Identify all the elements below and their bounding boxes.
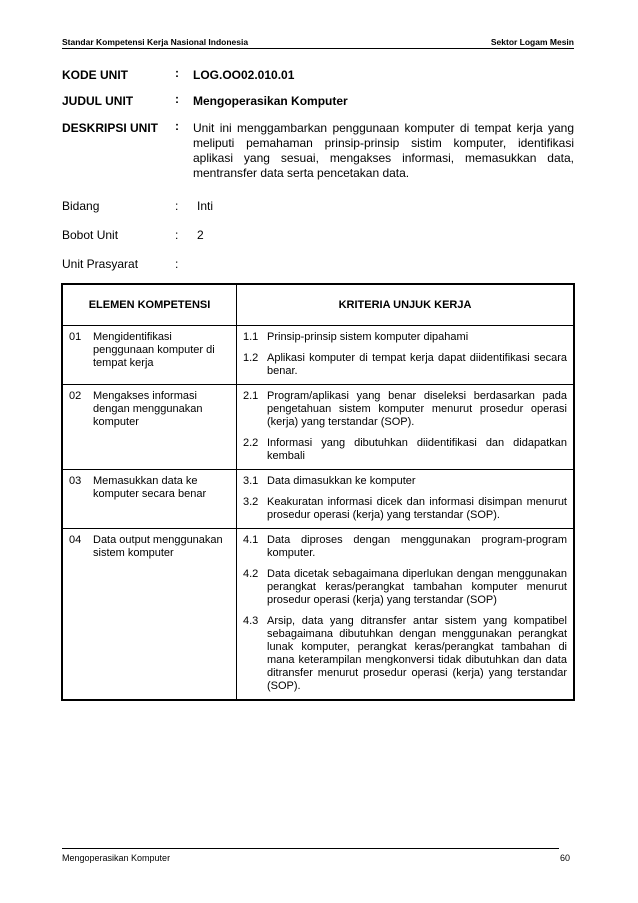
col-kriteria-header: KRITERIA UNJUK KERJA (237, 284, 575, 326)
kriteria-cell (237, 326, 575, 385)
bobot-value: 2 (197, 228, 204, 242)
kriteria-number: 4.2 (243, 568, 259, 580)
elemen-cell (62, 385, 237, 470)
kriteria-number: 1.1 (243, 331, 259, 343)
page-number: 60 (560, 853, 571, 863)
kriteria-item (243, 331, 567, 344)
header-rule (62, 48, 574, 49)
bobot-label: Bobot Unit (62, 228, 119, 242)
kriteria-item (243, 568, 567, 607)
elemen-number: 02 (69, 390, 82, 402)
deskripsi-unit-label: DESKRIPSI UNIT (62, 121, 159, 135)
kode-unit-label: KODE UNIT (62, 68, 128, 82)
kriteria-number: 4.3 (243, 615, 259, 627)
col-elemen-header: ELEMEN KOMPETENSI (62, 284, 237, 326)
prasyarat-label: Unit Prasyarat (62, 257, 139, 271)
kriteria-text: Arsip, data yang ditransfer antar sistem yang kompatibel sebagaimana dibutuhkan dengan menggunakan perangkat lunak komputer, perangkat keras/perangkat tambahan di mana keterampilan mengkonversi tidak dibutuhkan dan data ditransfer menurut prosedur operasi (kerja) yang terstandar (SOP). (267, 615, 567, 692)
bobot-row: Bobot Unit : 2 (62, 228, 574, 244)
table-row (62, 326, 574, 385)
elemen-text: Data output menggunakan sistem komputer (93, 534, 223, 559)
kode-unit-row: KODE UNIT : LOG.OO02.010.01 (62, 68, 574, 84)
elemen-text: Mengidentifikasi penggunaan komputer di tempat kerja (93, 331, 215, 369)
kriteria-item (243, 475, 567, 488)
kompetensi-table (61, 283, 575, 701)
kriteria-number: 2.1 (243, 390, 259, 402)
deskripsi-unit-row: DESKRIPSI UNIT : Unit ini menggambarkan penggunaan komputer di tempat kerja yang meliputi pemahaman prinsip-prinsip sistim komputer, identifikasi aplikasi yang sesuai, mengakses informasi, memasukkan data, mentransfer data serta pencetakan data. (62, 119, 574, 180)
kriteria-text: Aplikasi komputer di tempat kerja dapat diidentifikasi secara benar. (267, 352, 567, 377)
elemen-text: Mengakses informasi dengan menggunakan komputer (93, 390, 203, 428)
kriteria-text: Prinsip-prinsip sistem komputer dipahami (267, 331, 469, 343)
kriteria-number: 4.1 (243, 534, 259, 546)
kriteria-text: Keakuratan informasi dicek dan informasi disimpan menurut prosedur operasi (kerja) yang terstandar (SOP). (267, 496, 567, 521)
kriteria-text: Program/aplikasi yang benar diseleksi berdasarkan pada pengetahuan sistem komputer menurut prosedur operasi (kerja) yang terstandar (SOP). (267, 390, 567, 428)
kriteria-item (243, 534, 567, 560)
bidang-row: Bidang : Inti (62, 199, 574, 215)
judul-unit-row: JUDUL UNIT : Mengoperasikan Komputer (62, 94, 574, 110)
deskripsi-unit-value: Unit ini menggambarkan penggunaan komputer di tempat kerja yang meliputi pemahaman prinsip-prinsip sistim komputer, identifikasi aplikasi yang sesuai, mengakses informasi, memasukkan data, mentransfer data serta pencetakan data. (193, 121, 574, 180)
table-row (62, 529, 574, 701)
header-right: Sektor Logam Mesin (490, 37, 574, 47)
kriteria-item (243, 390, 567, 429)
kriteria-cell (237, 470, 575, 529)
table-row (62, 470, 574, 529)
page-header (62, 37, 574, 47)
kriteria-number: 3.1 (243, 475, 259, 487)
elemen-cell (62, 470, 237, 529)
elemen-cell (62, 529, 237, 701)
kode-unit-value: LOG.OO02.010.01 (193, 68, 295, 82)
judul-unit-value: Mengoperasikan Komputer (193, 94, 348, 108)
kriteria-number: 3.2 (243, 496, 259, 508)
kriteria-cell (237, 385, 575, 470)
kriteria-text: Data dimasukkan ke komputer (267, 475, 416, 487)
elemen-text: Memasukkan data ke komputer secara benar (93, 475, 207, 500)
kriteria-item (243, 496, 567, 522)
kriteria-number: 1.2 (243, 352, 259, 364)
kriteria-cell (237, 529, 575, 701)
elemen-cell (62, 326, 237, 385)
elemen-number: 03 (69, 475, 82, 487)
kriteria-item (243, 352, 567, 378)
footer-title: Mengoperasikan Komputer (62, 853, 171, 863)
kriteria-text: Data diproses dengan menggunakan program-program komputer. (267, 534, 567, 559)
kriteria-number: 2.2 (243, 437, 259, 449)
elemen-number: 04 (69, 534, 82, 546)
kriteria-item (243, 437, 567, 463)
prasyarat-row: Unit Prasyarat : (62, 257, 179, 271)
kriteria-text: Data dicetak sebagaimana diperlukan dengan menggunakan perangkat keras/perangkat tambahan komputer menurut prosedur operasi (kerja) yang terstandar (SOP) (267, 568, 567, 606)
header-left: Standar Kompetensi Kerja Nasional Indonesia (62, 37, 249, 47)
kriteria-text: Informasi yang dibutuhkan diidentifikasi dan didapatkan kembali (267, 437, 567, 462)
kriteria-item (243, 615, 567, 693)
judul-unit-label: JUDUL UNIT (62, 94, 134, 108)
footer-rule (62, 848, 559, 849)
bidang-value: Inti (197, 199, 214, 213)
table-row (62, 385, 574, 470)
elemen-number: 01 (69, 331, 82, 343)
bidang-label: Bidang (62, 199, 100, 213)
